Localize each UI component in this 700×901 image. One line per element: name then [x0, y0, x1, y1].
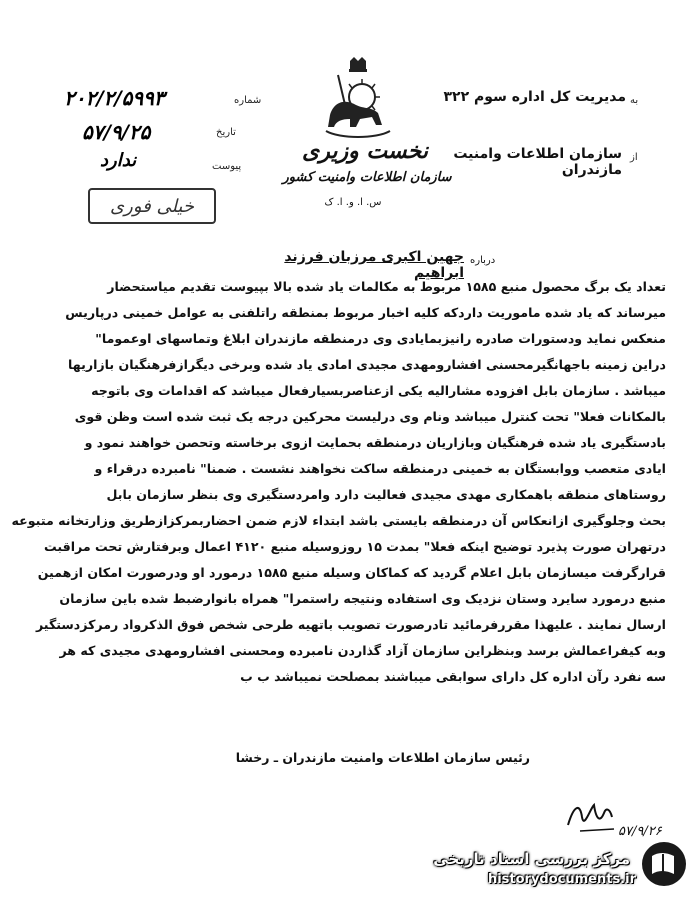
org-name-line1: نخست وزیری — [302, 138, 428, 164]
org-name-line2: سازمان اطلاعات وامنیت کشور — [282, 170, 452, 185]
body-line: درتهران صورت پذیرد توضیح اینکه فعلا" بمدت ۱۵ روزوسیله منبع ۴۱۲۰ اعمال وبرفتارش تحت مراقبت — [43, 539, 666, 554]
body-line: دراین زمینه باجهانگیرمحسنی افشارومهدی مجیدی امادی یاد شده وبرخی دیگرازفرهنگیان بازاریها — [68, 357, 666, 372]
body-line: وبه کیفراعمالش برسد وبنظراین سازمان آزاد گذاردن نامبرده ومحسنی افشارومهدی مجیدی که هر — [59, 643, 666, 658]
attachment-label: پیوست — [212, 161, 242, 172]
subject-value: جهین اکبری مرزبان فرزند ابراهیم — [284, 249, 464, 281]
watermark-archive-name: مرکز بررسی اسناد تاریخی — [433, 850, 630, 868]
body-line: قرارگرفت میسازمان بابل اعلام گردید که کماکان وسیله منبع ۱۵۸۵ درمورد او ودرصورت امکان ازهمین — [37, 565, 666, 580]
org-code: س. ا. و. ا. ک — [324, 197, 382, 208]
body-line: میرساند که یاد شده ماموریت داردکه کلیه اخبار مربوط بمنطقه راتلفنی به عوامل خمینی درپاریس — [65, 305, 666, 320]
urgent-stamp: خیلی فوری — [88, 188, 216, 224]
lion-and-sun-emblem-icon — [316, 55, 400, 139]
body-line: منعکس نماید ودستورات صادره رانیزبمایادی وی درمنطقه مازندران ابلاغ وتماسهای اوعموما" — [95, 331, 666, 346]
body-line: میباشد . سازمان بابل افزوده مشارالیه یکی ازعناصربسیارفعال میباشد که اقدامات وی باتوجه — [91, 383, 666, 398]
body-line: روستاهای منطقه باهمکاری مهدی مجیدی فعالیت دارد وامردستگیری وی بنظر سازمان بابل — [106, 487, 666, 502]
to-recipient: مدیریت کل اداره سوم ۳۲۲ — [443, 89, 626, 105]
body-line: بالمکانات فعلا" تحت کنترل میباشد ونام وی درلیست محرکین درجه یک ثبت شده است وظن قوی — [74, 409, 666, 424]
signature-date: ۵۷/۹/۲۶ — [618, 824, 662, 839]
handwritten-signature-icon — [560, 795, 620, 835]
letter-number-label: شماره — [234, 95, 262, 106]
body-line: ایادی متعصب ووابستگان به خمینی درمنطقه ساکت نخواهند نشست . ضمنا" نامبرده درقراء و — [94, 461, 666, 476]
from-label: از — [630, 152, 638, 163]
to-label: به — [630, 95, 639, 106]
archive-logo-icon — [640, 840, 688, 888]
subject-label: درباره — [470, 255, 496, 266]
letter-date-value: ۵۷/۹/۲۵ — [82, 120, 151, 144]
body-line: تعداد یک برگ محصول منبع ۱۵۸۵ مربوط به مکالمات یاد شده بالا بپیوست تقدیم میاستحضار — [107, 279, 666, 294]
watermark-url: historydocuments.ir — [487, 872, 636, 887]
signatory-title: رئیس سازمان اطلاعات وامنیت مازندران ـ رخشا — [235, 750, 530, 765]
body-line: ارسال نمایند . علیهذا مقررفرمائید تادرصورت تصویب باتهیه طرحی شخص فوق الذکرواد رمرکزدستگیر — [35, 617, 666, 632]
attachment-value: ندارد — [100, 150, 137, 171]
body-line: منبع درمورد سایرد وستان نزدیک وی استفاده ونتیجه راستمرا" همراه بانوارضبط شده باین سازمان — [59, 591, 666, 606]
body-line: بادستگیری یاد شده فرهنگیان وبازاریان درمنطقه بحمایت ازوی برخاسته وتحصن خواهند نمود و — [84, 435, 666, 450]
letter-number-value: ۲۰۲/۲/۵۹۹۳ — [64, 86, 165, 110]
body-line: بحث وجلوگیری ازانعکاس آن درمنطقه بایستی باشد ابتداء لازم ضمن احضاربمرکزازطریق وزارتخانه متبوعه — [11, 513, 666, 528]
body-line: سه نفرد رآن اداره کل دارای سوابقی میباشند بمصلحت نمیباشد ب ب — [240, 669, 666, 684]
letter-date-label: تاریخ — [216, 127, 236, 138]
from-sender: سازمان اطلاعات وامنیت مازندران — [453, 146, 622, 178]
